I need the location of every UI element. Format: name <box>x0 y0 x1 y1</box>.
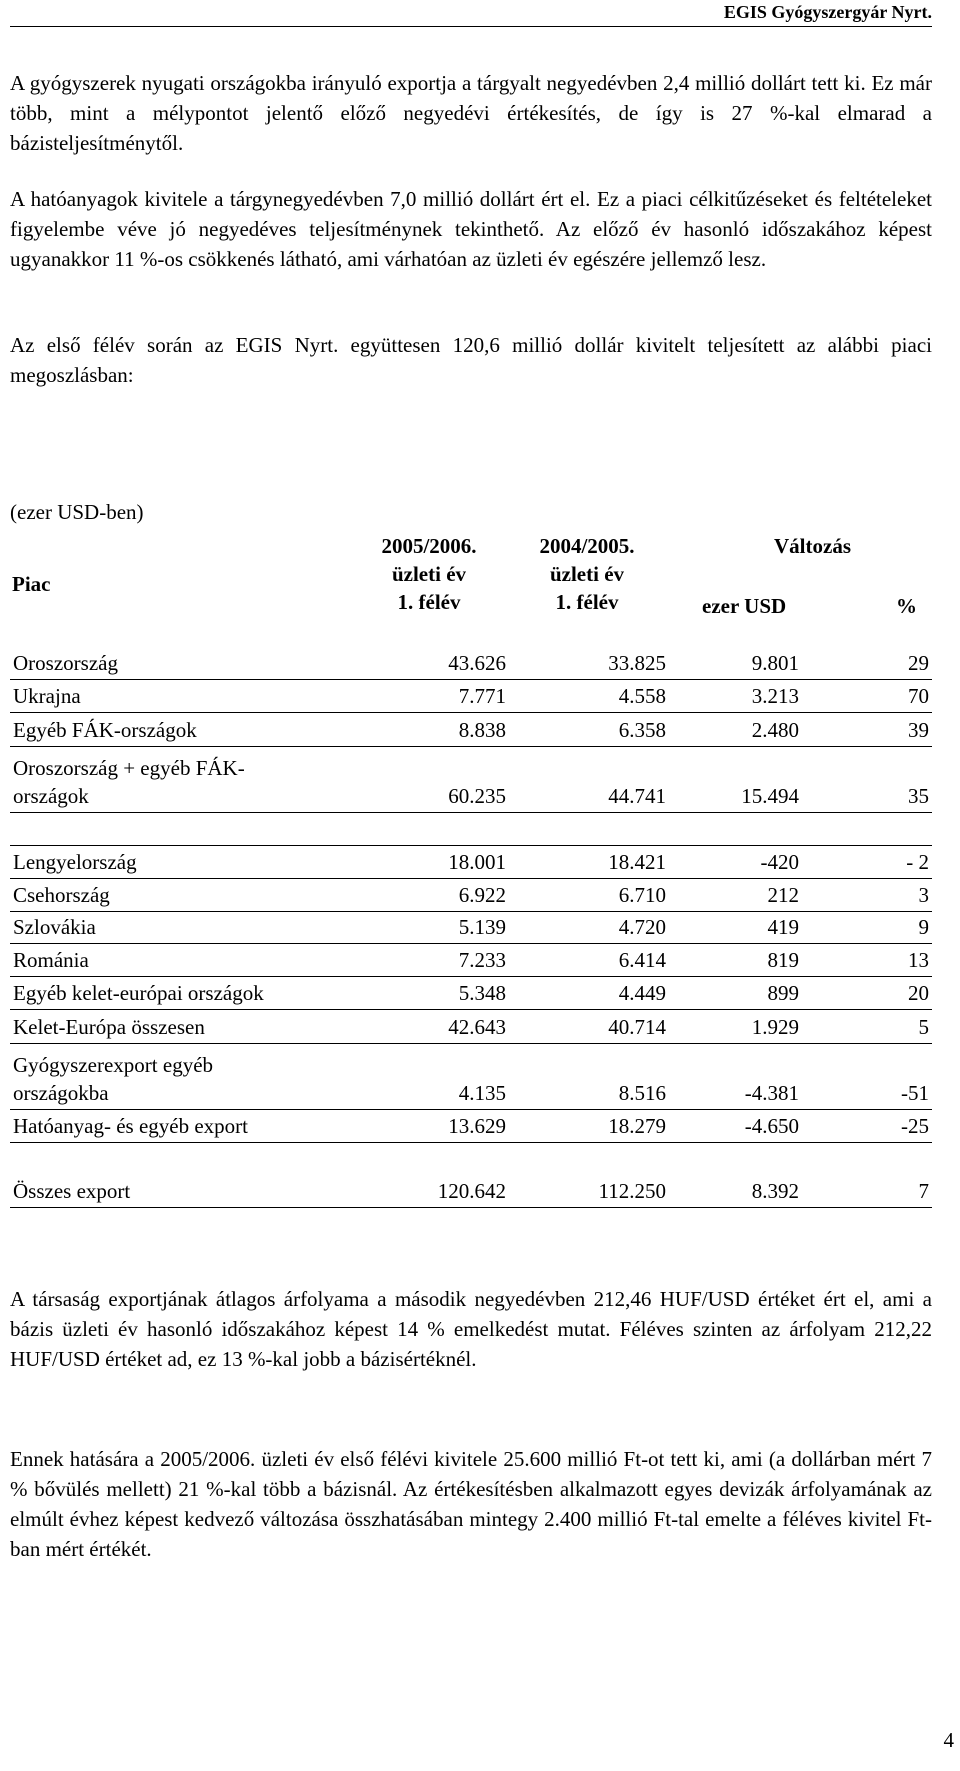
value-current: 6.922 <box>458 883 506 907</box>
value-current: 7.771 <box>458 684 506 708</box>
value-base: 6.710 <box>618 883 666 907</box>
row-label: Egyéb kelet-európai országok <box>13 981 264 1005</box>
value-current: 5.139 <box>458 915 506 939</box>
table-row <box>10 649 932 680</box>
row-label: Gyógyszerexport egyéb országokba <box>13 1053 214 1105</box>
header-company-name: EGIS Gyógyszergyár Nyrt. <box>723 2 932 22</box>
change-pct: 20 <box>908 981 929 1005</box>
row-label: Ukrajna <box>13 684 81 708</box>
row-label: Lengyelország <box>13 850 137 874</box>
header-period-current: 2005/2006. üzleti év 1. félév <box>381 534 477 614</box>
header-change-usd: ezer USD <box>702 594 787 618</box>
row-label: Oroszország <box>13 651 118 675</box>
change-pct: 9 <box>918 915 929 939</box>
page-number: 4 <box>943 1728 954 1752</box>
paragraph-active-ingredients: A hatóanyagok kivitele a tárgynegyedévben 7,0 millió dollárt ért el. Ez a piaci célkitűzéseket és feltételeket figyelembe véve jó negyedéves teljesítménynek tekinthető. Az előző év hasonló időszakához képest ugyanakkor 11 %-os csökkenés látható, ami várhatóan az üzleti év egészére jellemző lesz. <box>10 187 932 271</box>
row-label: Egyéb FÁK-országok <box>13 718 197 742</box>
change-pct: 13 <box>908 948 929 972</box>
table-row <box>10 1112 932 1143</box>
change-usd: 15.494 <box>741 784 799 808</box>
change-usd: 819 <box>767 948 799 972</box>
value-base: 4.558 <box>618 684 666 708</box>
table-row <box>10 1045 932 1110</box>
change-pct: 5 <box>918 1015 929 1039</box>
change-pct: -25 <box>901 1114 929 1138</box>
change-usd: 2.480 <box>751 718 799 742</box>
row-label: Oroszország + egyéb FÁK- országok <box>13 756 245 808</box>
change-usd: 899 <box>767 981 799 1005</box>
row-label: Szlovákia <box>13 915 96 939</box>
table-unit-note: (ezer USD-ben) <box>10 500 144 524</box>
value-current: 7.233 <box>458 948 506 972</box>
table-row <box>10 815 932 846</box>
paragraph-western-exports: A gyógyszerek nyugati országokba irányuló exportja a tárgyalt negyedévben 2,4 millió dollárt tett ki. Ez már több, mint a mélypontot jelentő előző negyedévi értékesítés, de így is 27 %-kal elmarad a bázisteljesítménytől. <box>10 71 932 155</box>
change-usd: 3.213 <box>751 684 799 708</box>
change-pct: - 2 <box>906 850 929 874</box>
change-usd: -4.381 <box>744 1081 799 1105</box>
header-market: Piac <box>12 572 51 596</box>
change-pct: 3 <box>918 883 929 907</box>
value-base: 44.741 <box>608 784 666 808</box>
value-current: 18.001 <box>448 850 506 874</box>
value-current: 13.629 <box>448 1114 506 1138</box>
change-usd: 9.801 <box>751 651 799 675</box>
value-base: 4.720 <box>618 915 666 939</box>
row-label: Összes export <box>13 1179 131 1203</box>
change-pct: 7 <box>918 1179 929 1203</box>
change-pct: 29 <box>908 651 929 675</box>
change-usd: -420 <box>760 850 799 874</box>
table-row <box>10 946 932 977</box>
table-row <box>10 848 932 879</box>
value-base: 6.358 <box>618 718 666 742</box>
value-base: 6.414 <box>618 948 666 972</box>
value-current: 8.838 <box>458 718 506 742</box>
header-change: Változás <box>774 534 851 558</box>
paragraph-first-half-total: Az első félév során az EGIS Nyrt. együttesen 120,6 millió dollár kivitelt teljesített az alábbi piaci megoszlásban: <box>10 333 932 387</box>
row-label: Románia <box>13 948 89 972</box>
header-period-base: 2004/2005. üzleti év 1. félév <box>539 534 635 614</box>
change-pct: -51 <box>901 1081 929 1105</box>
paragraph-huf-value: Ennek hatására a 2005/2006. üzleti év első félévi kivitele 25.600 millió Ft-ot tett ki, ami (a dollárban mért 7 % bővülés mellett) 21 %-kal több a bázisnál. Az értékesítésben alkalmazott egyes devizák árfolyamának az elmúlt évhez képest kedvező változása összhatásában mintegy 2.400 millió Ft-tal emelte a féléves kivitel Ft-ban mért értékét. <box>10 1447 932 1561</box>
value-current: 60.235 <box>448 784 506 808</box>
table-row <box>10 1177 932 1208</box>
value-current: 5.348 <box>458 981 506 1005</box>
value-base: 18.421 <box>608 850 666 874</box>
value-base: 33.825 <box>608 651 666 675</box>
change-usd: -4.650 <box>744 1114 799 1138</box>
value-current: 120.642 <box>437 1179 506 1203</box>
row-label: Hatóanyag- és egyéb export <box>13 1114 248 1138</box>
change-usd: 8.392 <box>751 1179 799 1203</box>
row-label: Csehország <box>13 883 110 907</box>
change-usd: 1.929 <box>751 1015 799 1039</box>
value-current: 42.643 <box>448 1015 506 1039</box>
paragraph-exchange-rate: A társaság exportjának átlagos árfolyama a második negyedévben 212,46 HUF/USD értéket ért el, ami a bázis üzleti év hasonló időszakához képest 14 % emelkedést mutat. Féléves szinten az árfolyam 212,22 HUF/USD értéket ad, ez 13 %-kal jobb a bázisértéknél. <box>10 1287 932 1371</box>
row-label: Kelet-Európa összesen <box>13 1015 205 1039</box>
change-pct: 39 <box>908 718 929 742</box>
table-row <box>10 1013 932 1044</box>
table-row <box>10 682 932 713</box>
table-row <box>10 748 932 813</box>
table-row <box>10 979 932 1010</box>
change-pct: 35 <box>908 784 929 808</box>
change-usd: 419 <box>767 915 799 939</box>
value-current: 4.135 <box>458 1081 506 1105</box>
value-base: 112.250 <box>598 1179 666 1203</box>
value-current: 43.626 <box>448 651 506 675</box>
value-base: 18.279 <box>608 1114 666 1138</box>
change-usd: 212 <box>767 883 799 907</box>
value-base: 8.516 <box>618 1081 666 1105</box>
table-row <box>10 913 932 944</box>
page-header <box>10 0 932 27</box>
change-pct: 70 <box>908 684 929 708</box>
value-base: 40.714 <box>608 1015 666 1039</box>
header-change-pct: % <box>896 594 917 618</box>
table-row <box>10 716 932 747</box>
table-row <box>10 881 932 912</box>
value-base: 4.449 <box>618 981 666 1005</box>
